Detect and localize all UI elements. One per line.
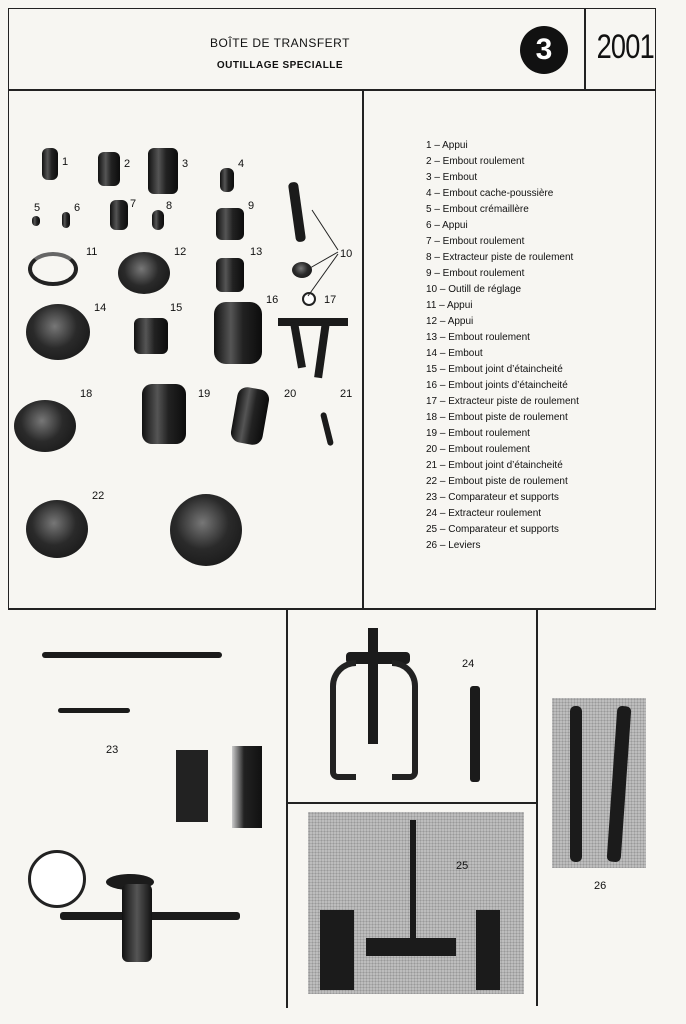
tool-22	[26, 500, 88, 558]
tool-26-lever-left	[570, 706, 582, 862]
legend-item: 2 – Embout roulement	[426, 156, 525, 167]
callout-12: 12	[174, 246, 187, 258]
tool-22b	[170, 494, 242, 566]
callout-25: 25	[456, 860, 469, 872]
tool-23-rod-short	[58, 708, 130, 713]
legend-item: 10 – Outill de réglage	[426, 284, 522, 295]
callout-21: 21	[340, 388, 353, 400]
bottom-divider-mid	[286, 802, 538, 804]
tool-24-leg-left	[330, 660, 356, 780]
tool-12	[118, 252, 170, 294]
section-number: 3	[535, 33, 553, 66]
tool-26-photo	[552, 698, 646, 868]
legend-item: 21 – Embout joint d’étaincheité	[426, 460, 563, 471]
callout-2: 2	[124, 158, 131, 170]
tool-2	[98, 152, 120, 186]
legend-item: 17 – Extracteur piste de roulement	[426, 396, 579, 407]
tool-25-base-left	[320, 910, 354, 990]
tool-15	[134, 318, 168, 354]
legend-item: 25 – Comparateur et supports	[426, 524, 559, 535]
page-subtitle: OUTILLAGE SPECIALLE	[216, 60, 344, 71]
bottom-frame-line	[8, 608, 656, 610]
legend-item: 19 – Embout roulement	[426, 428, 530, 439]
tool-1	[42, 148, 58, 180]
callout-20: 20	[284, 388, 297, 400]
callout-8: 8	[166, 200, 173, 212]
tool-23-post	[122, 884, 152, 962]
tool-24-screw	[368, 628, 378, 744]
callout-4: 4	[238, 158, 245, 170]
tool-17-puller	[278, 318, 348, 326]
legend-item: 11 – Appui	[426, 300, 473, 311]
callout-9: 9	[248, 200, 255, 212]
tool-23-block-left	[176, 750, 208, 822]
tool-25-column	[410, 820, 416, 940]
tool-4	[220, 168, 234, 192]
tool-16	[214, 302, 262, 364]
legend-item: 22 – Embout piste de roulement	[426, 476, 568, 487]
legend-item: 1 – Appui	[426, 140, 468, 151]
tool-14	[26, 304, 90, 360]
legend-item: 5 – Embout crémaillère	[426, 204, 529, 215]
callout-17: 17	[324, 294, 337, 306]
tool-5	[32, 216, 40, 226]
callout-10: 10	[340, 248, 353, 260]
tool-6	[62, 212, 70, 228]
bottom-divider-right	[536, 608, 538, 804]
callout-6: 6	[74, 202, 81, 214]
header-divider	[584, 8, 586, 90]
legend-item: 8 – Extracteur piste de roulement	[426, 252, 574, 263]
legend-item: 26 – Leviers	[426, 540, 481, 551]
tool-24-leg-right	[392, 660, 418, 780]
callout-11: 11	[86, 246, 98, 258]
callout-1: 1	[62, 156, 69, 168]
callout-5: 5	[34, 202, 41, 214]
dial-gauge-icon	[28, 850, 86, 908]
section-number-badge	[520, 26, 568, 74]
callout-13: 13	[250, 246, 263, 258]
legend-item: 14 – Embout	[426, 348, 483, 359]
legend-item: 9 – Embout roulement	[426, 268, 525, 279]
callout-23: 23	[106, 744, 119, 756]
callout-24: 24	[462, 658, 475, 670]
main-divider	[362, 90, 364, 610]
callout-22: 22	[92, 490, 105, 502]
legend-item: 4 – Embout cache-poussière	[426, 188, 554, 199]
callout-14: 14	[94, 302, 107, 314]
callout-7: 7	[130, 198, 137, 210]
bottom-divider-left	[286, 608, 288, 1008]
tool-3	[148, 148, 178, 194]
tool-19	[142, 384, 186, 444]
callout-16: 16	[266, 294, 279, 306]
legend-item: 24 – Extracteur roulement	[426, 508, 542, 519]
legend-item: 18 – Embout piste de roulement	[426, 412, 568, 423]
tool-24-extractor	[470, 686, 480, 782]
tool-23-rod-long	[42, 652, 222, 658]
legend-item: 16 – Embout joints d’étaincheité	[426, 380, 568, 391]
legend-item: 12 – Appui	[426, 316, 474, 327]
callout-26: 26	[594, 880, 607, 892]
tool-13	[216, 258, 244, 292]
tool-25-base-right	[476, 910, 500, 990]
model-number: 2001	[596, 28, 654, 66]
tool-11-ring	[28, 252, 78, 286]
tool-23-block-right	[232, 746, 262, 828]
tool-18	[14, 400, 76, 452]
tool-7	[110, 200, 128, 230]
tool-8	[152, 210, 164, 230]
legend-item: 20 – Embout roulement	[426, 444, 530, 455]
legend-item: 6 – Appui	[426, 220, 468, 231]
callout-3: 3	[182, 158, 189, 170]
tool-9	[216, 208, 244, 240]
callout-15: 15	[170, 302, 183, 314]
page-title: BOÎTE DE TRANSFERT	[210, 36, 350, 50]
bottom-divider-right2	[536, 802, 538, 1006]
callout-19: 19	[198, 388, 211, 400]
tool-25-bar	[366, 938, 456, 956]
legend-item: 3 – Embout	[426, 172, 478, 183]
legend-item: 23 – Comparateur et supports	[426, 492, 559, 503]
legend-item: 7 – Embout roulement	[426, 236, 525, 247]
legend-item: 13 – Embout roulement	[426, 332, 530, 343]
legend-item: 15 – Embout joint d’étaincheité	[426, 364, 563, 375]
callout-18: 18	[80, 388, 93, 400]
